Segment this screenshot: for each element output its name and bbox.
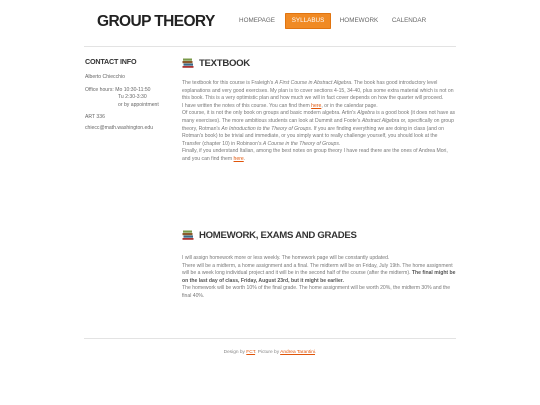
nav-syllabus[interactable]: SYLLABUS: [285, 13, 331, 29]
homework-line: I will assign homework more or less weekly. The homework page will be constantly updated.: [182, 255, 390, 261]
text: . If you are finding everything we are doing in class (and on Rotman's book) to be trivial and immediate, or you simply want to really challenge yourself, you should look at the Transfer (chapter 10) in Robinson's: [182, 125, 444, 147]
homework-heading: HOMEWORK, EXAMS AND GRADES: [199, 230, 357, 241]
contact-email: chiecc@math.washington.edu: [85, 125, 154, 132]
book-stack-icon: [182, 230, 194, 240]
homework-content: [182, 255, 457, 301]
book-title: Algebra: [357, 110, 375, 117]
picture-credit-link[interactable]: Andrea Tarantini: [280, 350, 316, 355]
header-divider: [84, 46, 456, 47]
text: .: [315, 350, 317, 355]
text: . Picture by: [255, 350, 281, 355]
text: I have written the notes of this course. You can find them: [182, 102, 312, 109]
textbook-paragraph: [182, 80, 457, 103]
grading-line: The homework will be worth 10% of the final grade. The home assignment will be worth 20%, the midterm 30% and the final 40%.: [182, 285, 451, 299]
nav-homepage[interactable]: HOMEPAGE: [239, 17, 275, 24]
text: or, specifically on group theory, Rotman's: [182, 117, 454, 132]
footer: [0, 350, 540, 355]
text: Of course, it is not the only book on groups and basic modern algebra. Artin's: [182, 110, 358, 117]
text: There will be a midterm, a home assignment and a final. The midterm will be on Friday, July 19th. The home assignment will be a week long individual project and it will be in the second half of the course (after the midterm).: [182, 262, 453, 277]
book-stack-icon: [182, 58, 194, 68]
contact-name: Alberto Chiecchio: [85, 74, 125, 81]
text: .: [338, 140, 341, 147]
book-title: A Course in the Theory of Groups: [262, 140, 339, 147]
book-title: Abstract Algebra: [361, 117, 400, 124]
text: The textbook for this course is Fraleigh's: [182, 80, 275, 86]
italian-notes-paragraph: [182, 148, 457, 163]
office-hours-2: Tu 2:30-3:30: [118, 94, 147, 101]
nav-homework[interactable]: HOMEWORK: [339, 17, 379, 24]
footer-divider: [84, 338, 456, 339]
contact-heading: CONTACT INFO: [85, 57, 137, 66]
book-title: A First Course in Abstract Algebra: [274, 80, 352, 86]
header: [0, 0, 540, 46]
nav-calendar[interactable]: CALENDAR: [391, 17, 427, 24]
office-hours: Office hours: Mo 10:30-11:50: [85, 86, 151, 93]
exams-paragraph: [182, 263, 457, 286]
notes-paragraph: [182, 103, 457, 111]
contact-sidebar: [85, 58, 170, 133]
site-title: GROUP THEORY: [97, 13, 215, 30]
designer-link[interactable]: FCT: [246, 350, 256, 355]
textbook-heading: TEXTBOOK: [199, 58, 250, 69]
text: . The book has good introductory level explanations and very good exercises. My plan is to cover sections 4-15, 34-40, plus some extra material which is not on this book. This is a very optimistic plan and how much we will in fact cover depends on how the quarter will proceed.: [182, 80, 454, 102]
notes-link[interactable]: here: [311, 102, 322, 109]
final-exam-note: The final might be on the last day of class, Friday, August 23rd, but it might be earlier.: [182, 270, 456, 284]
italian-notes-link[interactable]: here: [233, 155, 244, 162]
office-hours-3: or by appointment: [118, 101, 159, 108]
text: .: [243, 155, 246, 162]
office-room: ART 336: [85, 114, 105, 121]
book-title: An Introduction to the Theory of Groups: [221, 125, 311, 132]
text: , or in the calendar page.: [321, 102, 378, 109]
text: Finally, if you understand Italian, among the best notes on group theory I have read there are the ones of Andrea Mori, and you can find them: [182, 148, 448, 162]
text: Design by: [223, 350, 247, 355]
other-books-paragraph: [182, 110, 457, 148]
textbook-content: [182, 80, 457, 164]
text: is a good book (it does not have as many exercises). The more ambitious students can look at Dummit and Foote's: [182, 110, 456, 124]
